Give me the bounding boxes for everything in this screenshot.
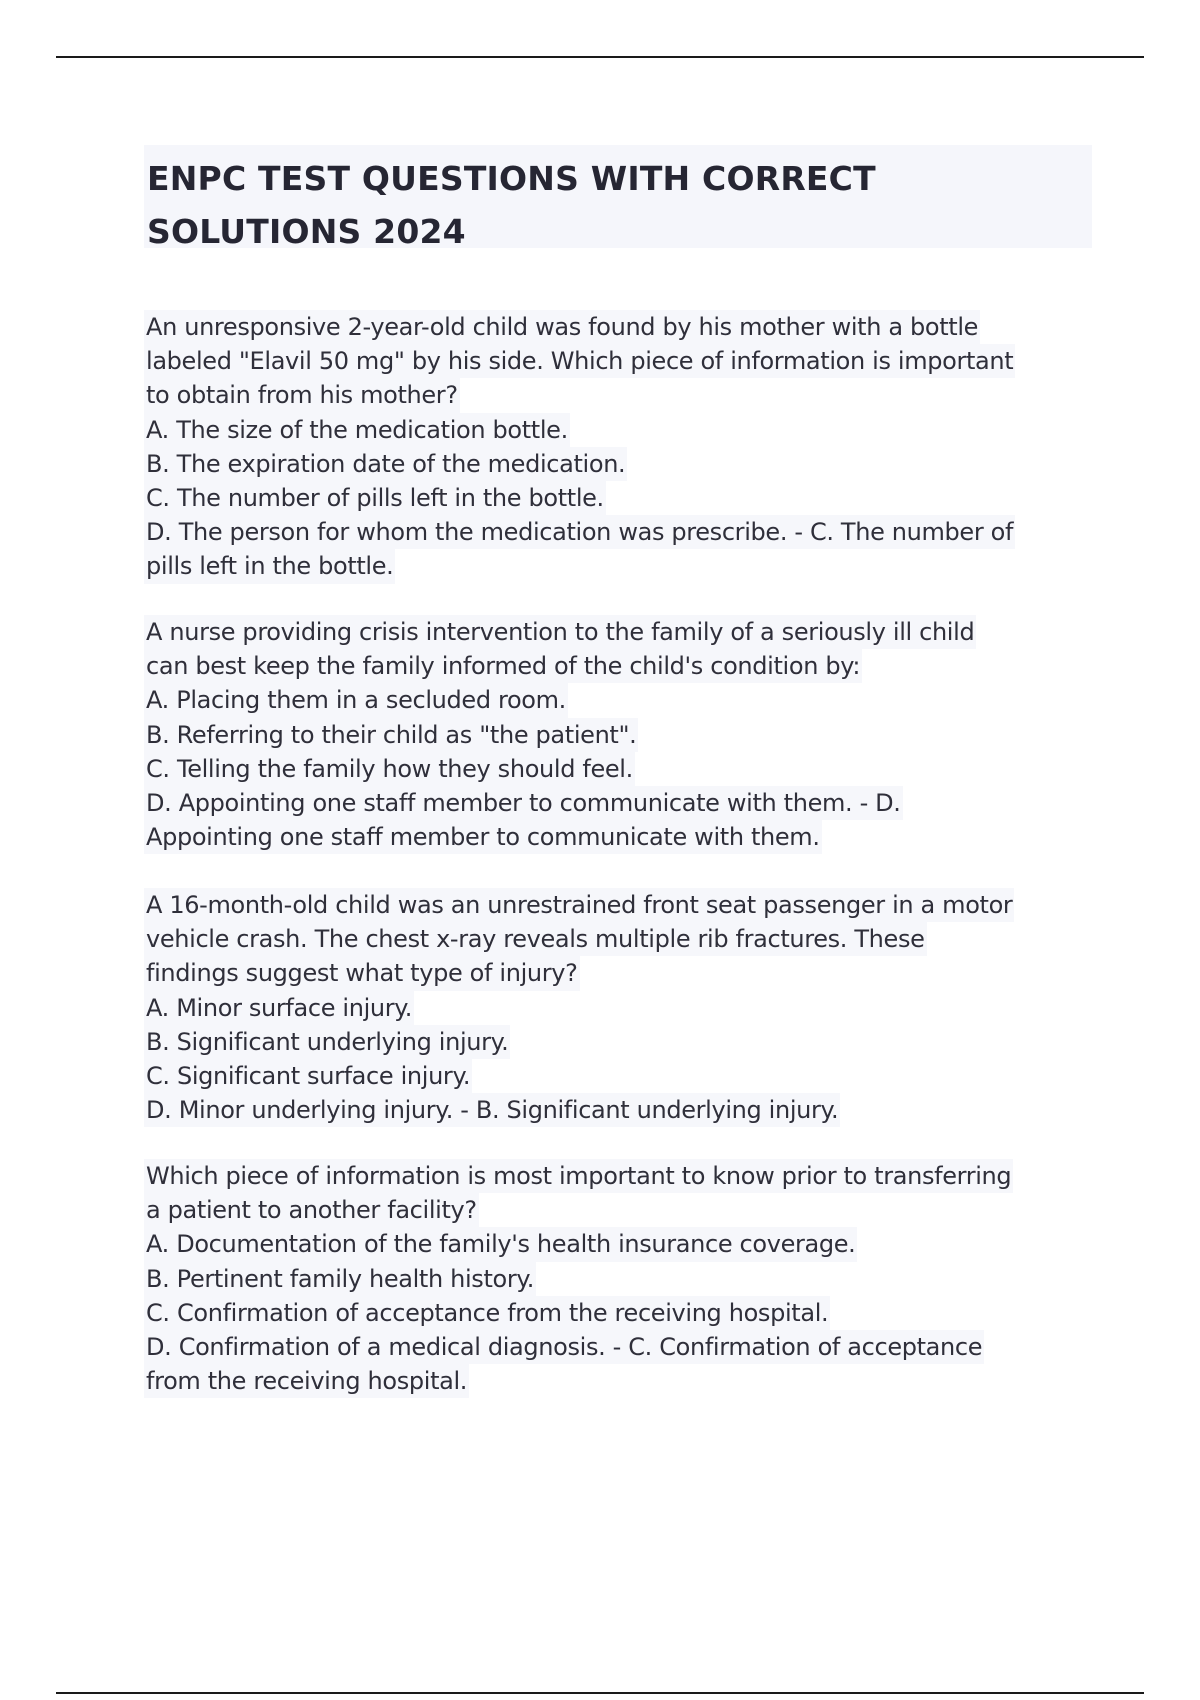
question-4-line-1: Which piece of information is most important to know prior to transferring [144, 1159, 1013, 1193]
question-1-option-a: A. The size of the medication bottle. [144, 413, 570, 447]
question-4-answer-cont: from the receiving hospital. [144, 1364, 469, 1398]
question-3-option-b: B. Significant underlying injury. [144, 1025, 510, 1059]
question-4-line-2: a patient to another facility? [144, 1193, 479, 1227]
question-3-option-d-answer: D. Minor underlying injury. - B. Significant underlying injury. [144, 1093, 840, 1127]
question-block-4 [144, 1159, 1104, 1398]
question-2-option-a: A. Placing them in a secluded room. [144, 683, 568, 717]
question-4-option-d-answer: D. Confirmation of a medical diagnosis. - C. Confirmation of acceptance [144, 1330, 984, 1364]
title-line-1: ENPC TEST QUESTIONS WITH CORRECT [147, 159, 876, 198]
question-2-option-b: B. Referring to their child as "the patient". [144, 718, 638, 752]
question-block-1 [144, 310, 1104, 584]
question-3-line-1: A 16-month-old child was an unrestrained front seat passenger in a motor [144, 888, 1014, 922]
title-line-2: SOLUTIONS 2024 [147, 212, 466, 251]
question-1-option-b: B. The expiration date of the medication. [144, 447, 627, 481]
question-2-option-d-answer: D. Appointing one staff member to communicate with them. - D. [144, 786, 903, 820]
question-3-line-3: findings suggest what type of injury? [144, 956, 580, 990]
question-2-line-1: A nurse providing crisis intervention to the family of a seriously ill child [144, 615, 976, 649]
page-title [144, 145, 1092, 251]
question-1-option-d-answer: D. The person for whom the medication was prescribe. - C. The number of [144, 515, 1015, 549]
question-2-option-c: C. Telling the family how they should feel. [144, 752, 635, 786]
question-3-line-2: vehicle crash. The chest x-ray reveals multiple rib fractures. These [144, 922, 927, 956]
question-3-option-a: A. Minor surface injury. [144, 991, 414, 1025]
question-3-option-c: C. Significant surface injury. [144, 1059, 472, 1093]
question-4-option-c: C. Confirmation of acceptance from the receiving hospital. [144, 1296, 830, 1330]
question-2-line-2: can best keep the family informed of the child's condition by: [144, 649, 862, 683]
question-2-answer-cont: Appointing one staff member to communicate with them. [144, 820, 822, 854]
question-1-line-3: to obtain from his mother? [144, 378, 460, 412]
question-1-line-1: An unresponsive 2-year-old child was found by his mother with a bottle [144, 310, 980, 344]
question-1-answer-cont: pills left in the bottle. [144, 549, 395, 583]
bottom-rule [56, 1692, 1144, 1694]
top-rule [56, 56, 1144, 58]
question-4-option-a: A. Documentation of the family's health insurance coverage. [144, 1227, 857, 1261]
question-1-option-c: C. The number of pills left in the bottle. [144, 481, 606, 515]
question-block-2 [144, 615, 1104, 854]
question-4-option-b: B. Pertinent family health history. [144, 1262, 536, 1296]
question-1-line-2: labeled "Elavil 50 mg" by his side. Which piece of information is important [144, 344, 1015, 378]
question-block-3 [144, 888, 1104, 1127]
